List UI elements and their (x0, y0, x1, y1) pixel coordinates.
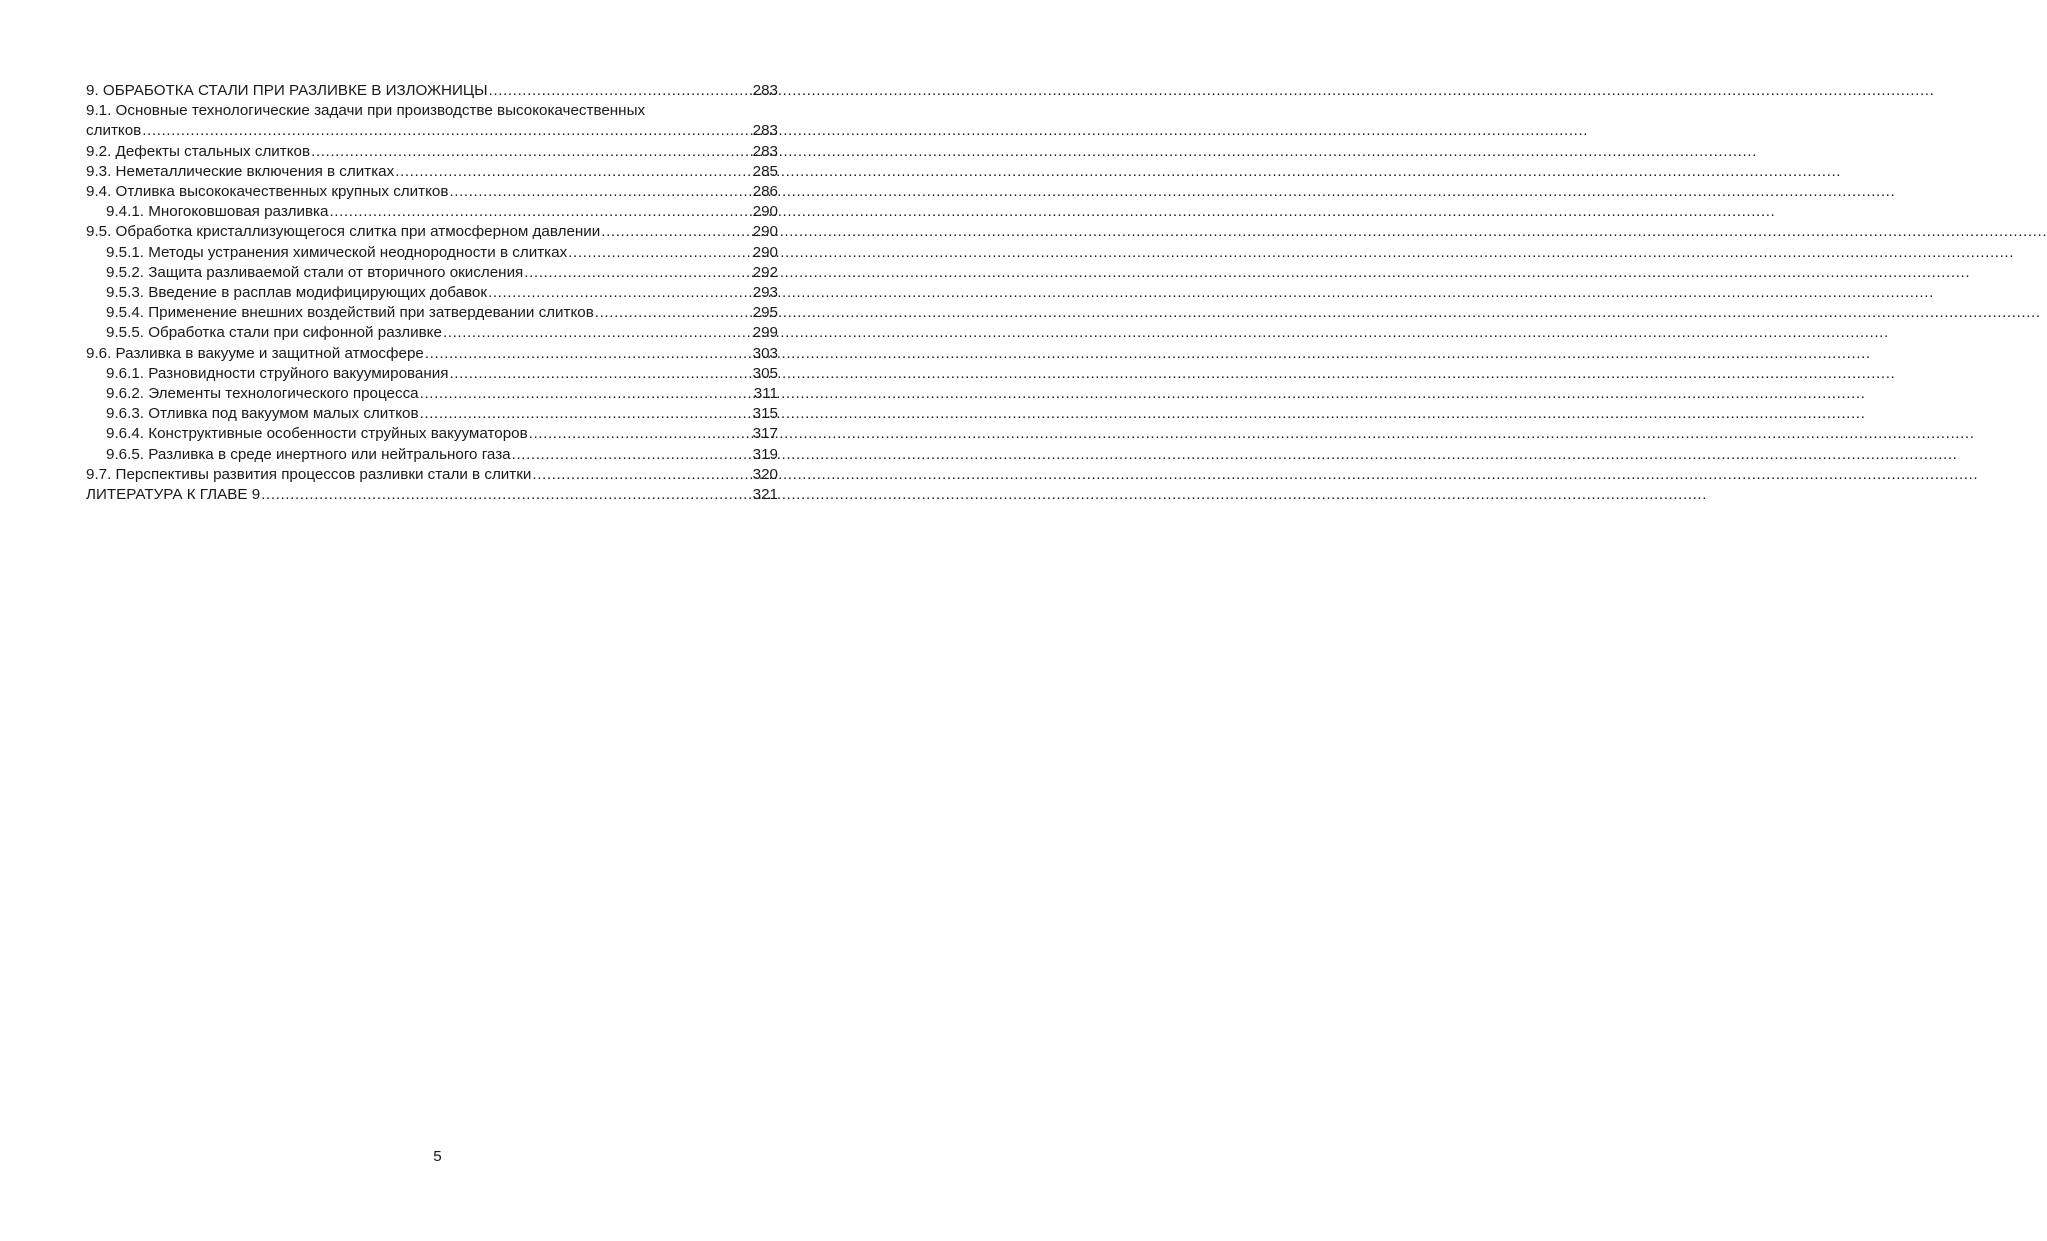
toc-entry-page: 290 (752, 223, 778, 241)
dot-leader (529, 424, 752, 444)
dot-leader (512, 445, 752, 465)
toc-entry-title: 9.6.4. Конструктивные особенности струйных вакууматоров (106, 425, 528, 443)
toc-entry-title-line2: слитков (86, 122, 142, 140)
toc-entry-title: 9. ОБРАБОТКА СТАЛИ ПРИ РАЗЛИВКЕ В ИЗЛОЖНИЦЫ (86, 82, 488, 99)
toc-entry-9-5-5[interactable] (86, 323, 778, 343)
toc-entry-page: 283 (752, 122, 778, 140)
toc-entry-page: 311 (753, 385, 778, 403)
dot-leader (524, 263, 751, 283)
toc-entry-title: ЛИТЕРАТУРА К ГЛАВЕ 9 (86, 486, 261, 504)
toc-entry-title: 9.5.5. Обработка стали при сифонной разливке (106, 324, 442, 342)
toc-entry-page: 285 (752, 162, 778, 180)
dot-leader (601, 222, 751, 242)
toc-entry-title: 9.6.2. Элементы технологического процесса (106, 385, 419, 403)
toc-entry-9-6-4[interactable] (86, 424, 778, 444)
dot-leader (568, 243, 751, 263)
toc-entry-title: 9.6.5. Разливка в среде инертного или нейтрального газа (106, 445, 511, 463)
toc-entry-page: 321 (752, 486, 778, 504)
page-number: 5 (433, 1148, 442, 1165)
dot-leader (420, 384, 753, 404)
toc-entry-9-1[interactable] (86, 101, 778, 141)
toc-entry-title: 9.5. Обработка кристаллизующегося слитка при атмосферном давлении (86, 223, 601, 241)
toc-entry-page: 315 (752, 405, 778, 423)
toc-entry-9-2[interactable] (86, 142, 778, 162)
toc-entry-page: 292 (752, 263, 778, 281)
toc-entry-title: 9.5.4. Применение внешних воздействий при затвердевании слитков (106, 304, 594, 322)
toc-entry-9-4[interactable] (86, 182, 778, 202)
dot-leader (595, 303, 752, 323)
toc-entry-title: 9.6. Разливка в вакууме и защитной атмосфере (86, 344, 424, 362)
dot-leader (449, 364, 751, 384)
toc-entry-literature[interactable] (86, 485, 778, 505)
toc-entry-9-4-1[interactable] (86, 202, 778, 222)
toc-entry-page: 299 (752, 324, 778, 342)
dot-leader (443, 323, 752, 343)
toc-entry-page: 283 (752, 142, 778, 160)
dot-leader (395, 162, 751, 182)
toc-entry-title: 9.6.1. Разновидности струйного вакуумирования (106, 364, 449, 382)
toc-entry-page: 317 (752, 425, 778, 443)
dot-leader (311, 142, 752, 162)
toc-entry-page: 290 (752, 243, 778, 261)
dot-leader (425, 344, 752, 364)
toc-entry-title: 9.5.1. Методы устранения химической неоднородности в слитках (106, 243, 568, 261)
toc-entry-title: 9.3. Неметаллические включения в слитках (86, 162, 395, 180)
toc-entry-9-5-1[interactable] (86, 243, 778, 263)
dot-leader (488, 283, 752, 303)
dot-leader (532, 465, 751, 485)
toc-entry-title: 9.7. Перспективы развития процессов разливки стали в слитки (86, 465, 532, 483)
dot-leader (142, 121, 751, 141)
dot-leader (420, 404, 752, 424)
dot-leader (329, 202, 751, 222)
toc-entry-page: 305 (752, 364, 778, 382)
toc-entry-9-6-3[interactable] (86, 404, 778, 424)
toc-entry-page: 320 (752, 465, 778, 483)
toc-entry-title: 9.4. Отливка высококачественных крупных слитков (86, 183, 449, 201)
toc-entry-9-6-2[interactable] (86, 384, 778, 404)
toc-entry-page: 290 (752, 203, 778, 221)
toc-entry-page: 283 (752, 82, 778, 99)
toc-entry-page: 319 (752, 445, 778, 463)
toc-entry-page: 295 (752, 304, 778, 322)
toc-entry-title: 9.5.2. Защита разливаемой стали от вторичного окисления (106, 263, 524, 281)
toc-entry-9[interactable] (86, 81, 778, 101)
toc-entry-9-6-1[interactable] (86, 364, 778, 384)
toc-entry-9-3[interactable] (86, 162, 778, 182)
toc-entry-9-7[interactable] (86, 465, 778, 485)
table-of-contents (86, 81, 778, 505)
dot-leader (261, 485, 751, 505)
toc-entry-9-5-2[interactable] (86, 263, 778, 283)
toc-entry-title: 9.5.3. Введение в расплав модифицирующих добавок (106, 284, 488, 302)
dot-leader (449, 182, 751, 202)
toc-entry-9-5-4[interactable] (86, 303, 778, 323)
toc-entry-9-6[interactable] (86, 344, 778, 364)
toc-entry-title: 9.6.3. Отливка под вакуумом малых слитков (106, 405, 419, 423)
dot-leader (489, 81, 752, 101)
toc-entry-page: 303 (752, 344, 778, 362)
toc-entry-title-line1: 9.1. Основные технологические задачи при производстве высококачественных (86, 102, 646, 120)
toc-entry-9-5-3[interactable] (86, 283, 778, 303)
toc-entry-9-5[interactable] (86, 222, 778, 242)
toc-entry-page: 286 (752, 183, 778, 201)
toc-entry-title: 9.2. Дефекты стальных слитков (86, 142, 311, 160)
toc-entry-9-6-5[interactable] (86, 445, 778, 465)
toc-entry-title: 9.4.1. Многоковшовая разливка (106, 203, 329, 221)
toc-entry-page: 293 (752, 284, 778, 302)
